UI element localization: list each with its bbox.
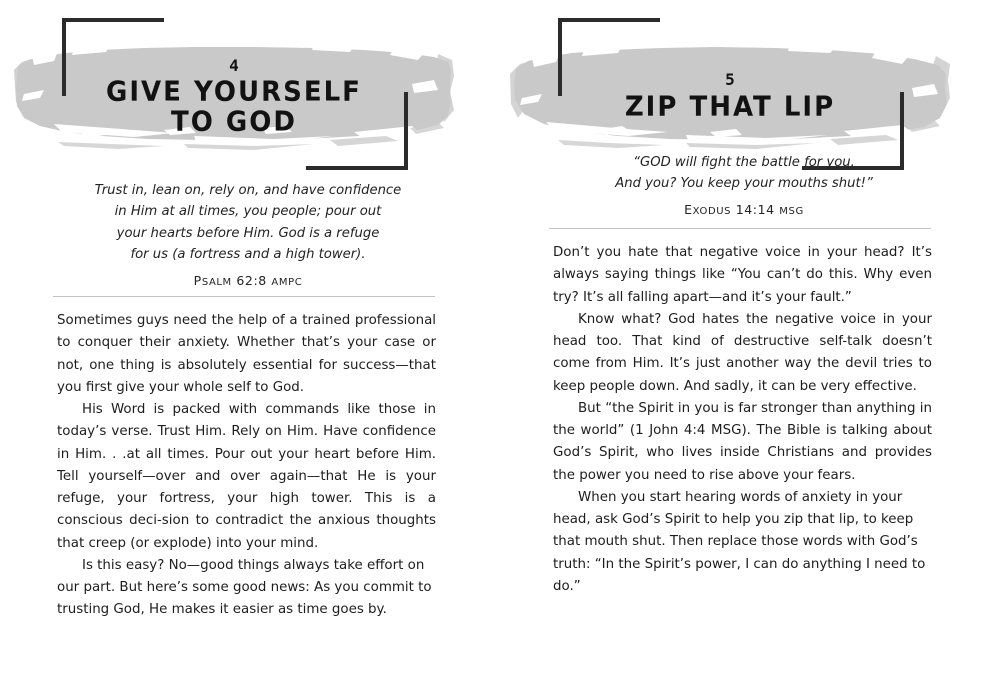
paragraph: Sometimes guys need the help of a trained professional to conquer their anxiety. Whether that’s your case or not, one thing is absolutely essential for success—that you first give your whole self to God.	[57, 313, 436, 395]
chapter-title	[106, 78, 362, 138]
right-divider-rule	[549, 228, 931, 229]
paragraph: Don’t you hate that negative voice in your head? It’s always saying things like “You can’t do this. Why even try? It’s all falling apart—and it’s your fault.”	[553, 245, 932, 305]
right-page	[496, 0, 992, 700]
paragraph: When you start hearing words of anxiety in your head, ask God’s Spirit to help you zip that lip, to keep that mouth shut. Then replace those words with God’s truth: “In the Spirit’s power, I can do anything I need to do.”	[553, 489, 926, 594]
verse-ref-version: MSG	[779, 205, 804, 217]
verse-ref-book-rest: XODUS	[692, 205, 732, 217]
paragraph: Know what? God hates the negative voice in your head too. That kind of destructive self-talk doesn’t come from Him. It’s just another way the devil tries to keep people down. And sadly, it can be very effective.	[553, 311, 932, 394]
paragraph: But “the Spirit in you is far stronger than anything in the world” (1 John 4:4 MSG). The Bible is talking about God’s Spirit, who lives inside Christians and provides the power you need to rise above your fears.	[553, 400, 932, 483]
verse-ref-numbers: 62:8	[231, 272, 272, 288]
verse-line: “GOD will fight the battle for you.	[633, 155, 855, 170]
verse-text	[549, 152, 939, 195]
verse-ref-book-rest: SALM	[201, 276, 232, 288]
right-verse-block	[549, 152, 939, 217]
verse-ref-book-initial: P	[193, 272, 202, 288]
chapter-number: 4	[229, 56, 239, 76]
chapter-title-line: ZIP THAT LIP	[624, 91, 836, 124]
verse-line: for us (a fortress and a high tower).	[130, 247, 366, 263]
verse-reference	[53, 273, 443, 288]
left-chapter-banner	[14, 18, 454, 170]
verse-text	[53, 180, 443, 266]
left-divider-rule	[53, 296, 435, 297]
verse-ref-version: AMPC	[271, 276, 303, 288]
verse-ref-numbers: 14:14	[731, 201, 780, 217]
verse-line: your hearts before Him. God is a refuge	[116, 225, 380, 241]
paragraph: His Word is packed with commands like those in today’s verse. Trust Him. Rely on Him. Have confidence in Him. . .at all times. Pour out your heart before Him. Tell yourself—over and over again—that He is your refuge, your fortress, your high tower. This is a conscious deci-sion to contradict the anxious thoughts that creep (or explode) into your mind.	[57, 402, 436, 551]
right-body-copy	[553, 242, 932, 598]
chapter-title	[625, 93, 835, 123]
paragraph: Is this easy? No—good things always take effort on our part. But here’s some good news: As you commit to trusting God, He makes it easier as time goes by.	[57, 557, 432, 618]
chapter-title-line: GIVE YOURSELF	[106, 76, 362, 109]
chapter-number: 5	[725, 70, 735, 90]
left-body-copy	[57, 310, 436, 622]
left-banner-text	[14, 18, 454, 170]
right-banner-text	[510, 18, 950, 170]
left-verse-block	[53, 180, 443, 288]
verse-line: And you? You keep your mouths shut!”	[615, 176, 873, 192]
right-chapter-banner	[510, 18, 950, 170]
verse-line: Trust in, lean on, rely on, and have confidence	[94, 183, 402, 198]
verse-reference	[549, 202, 939, 217]
verse-line: in Him at all times, you people; pour out	[114, 204, 382, 220]
verse-ref-book-initial: E	[684, 201, 693, 217]
chapter-title-line: TO GOD	[171, 106, 297, 139]
